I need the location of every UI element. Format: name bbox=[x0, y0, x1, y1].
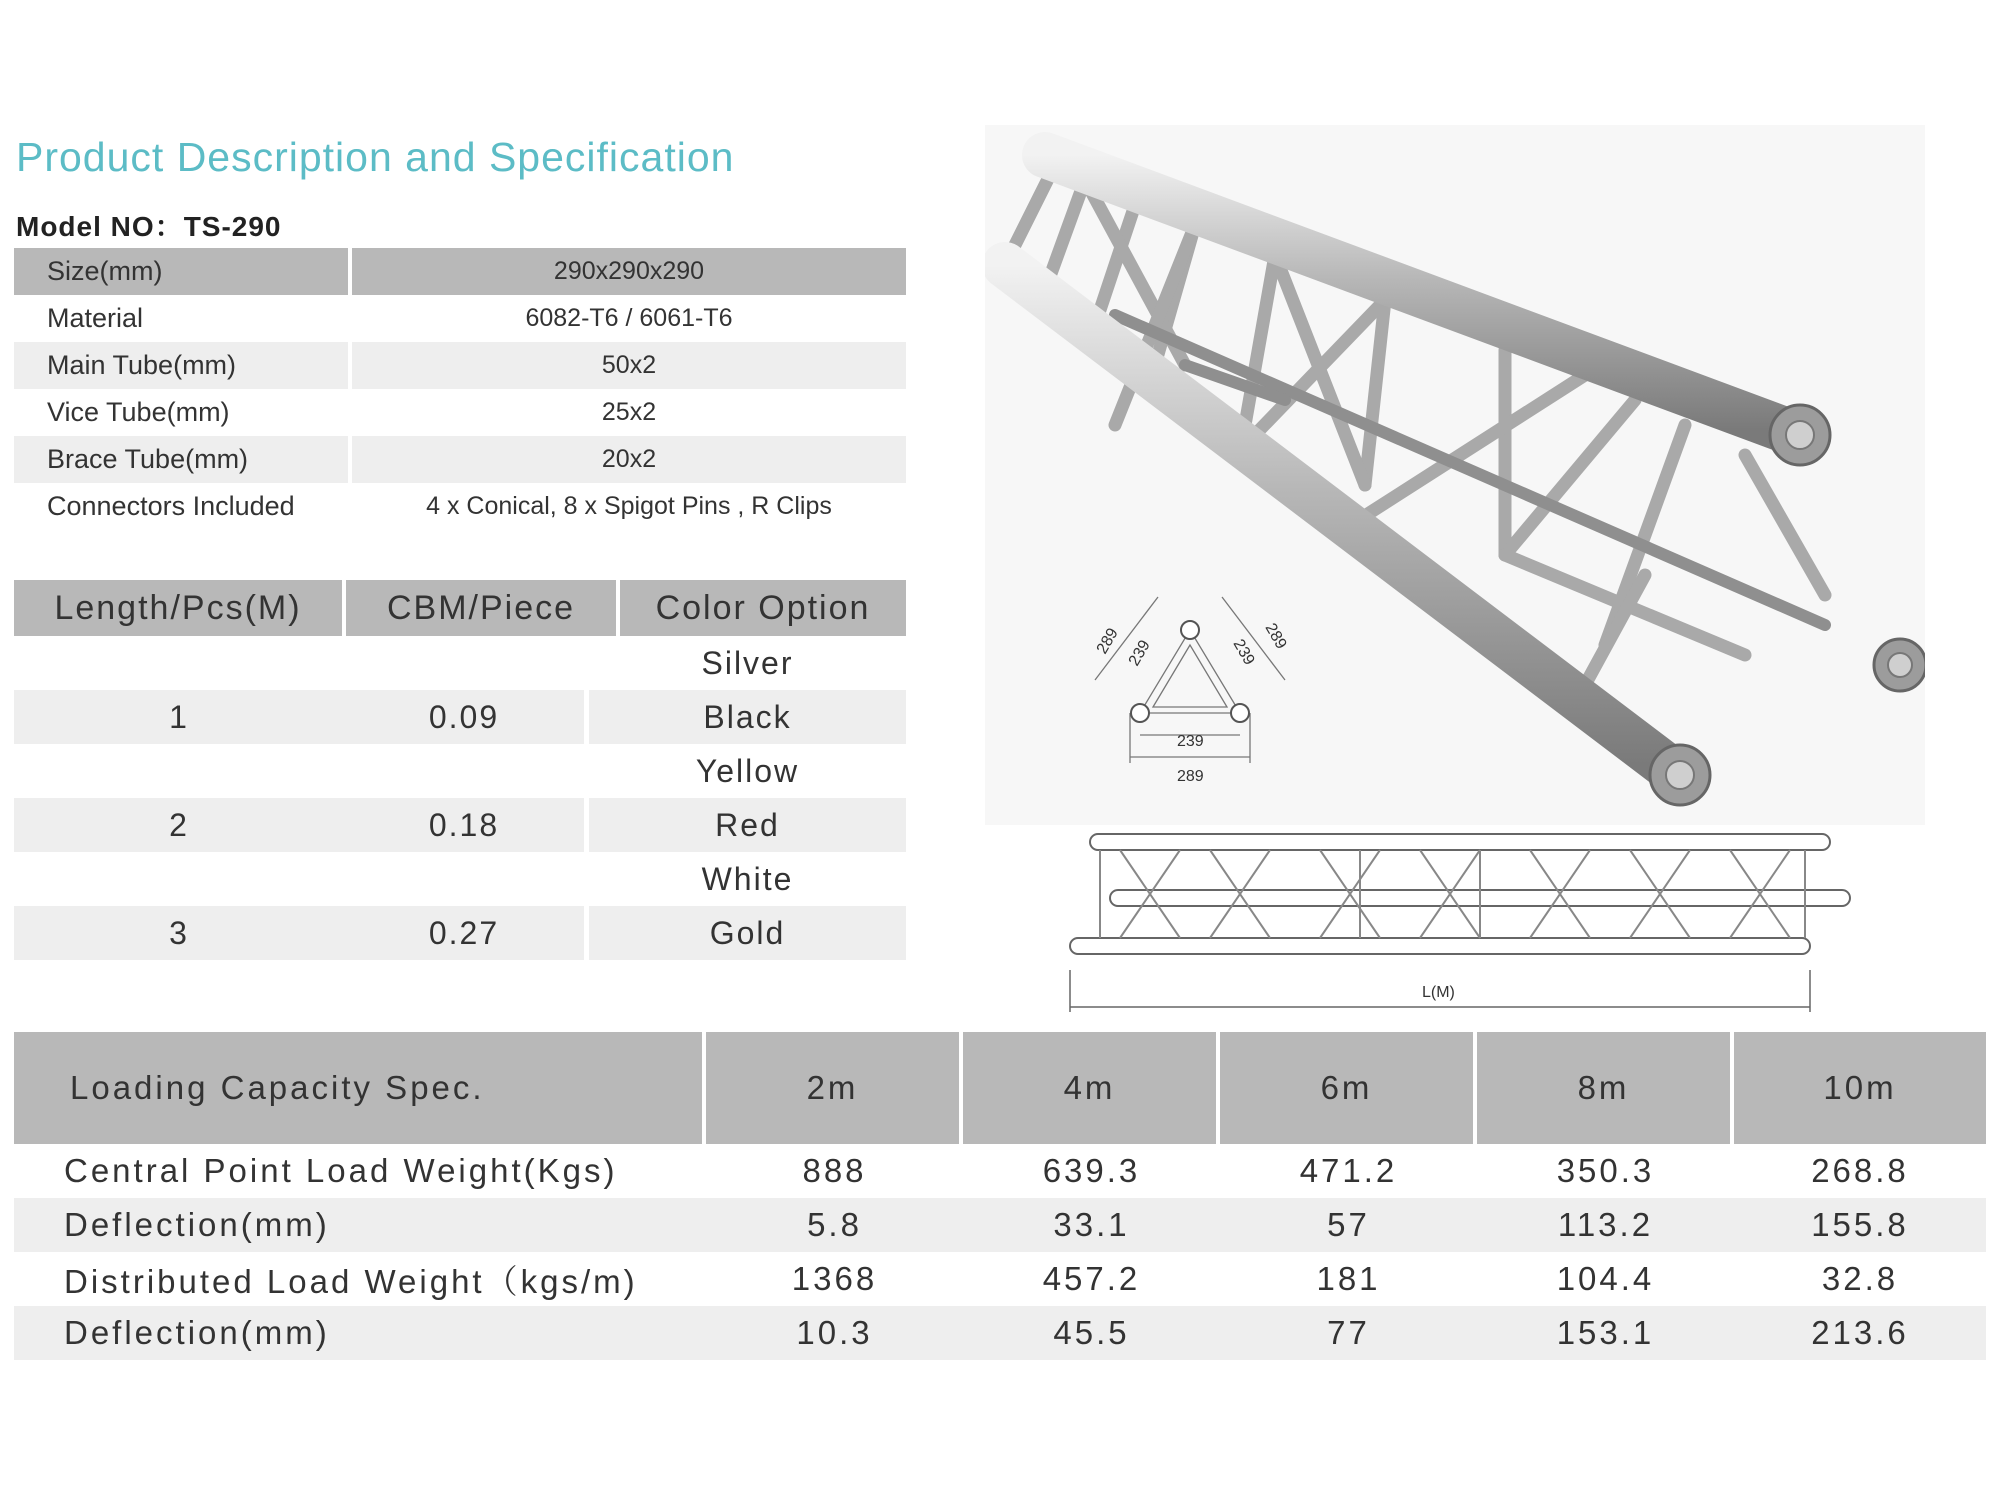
spec-row bbox=[14, 389, 906, 436]
loading-value: 268.8 bbox=[1811, 1152, 1909, 1189]
model-value: TS-290 bbox=[183, 211, 282, 242]
cbm-cell: 0.18 bbox=[344, 798, 584, 852]
loading-value: 181 bbox=[1316, 1260, 1381, 1297]
spec-label: Brace Tube(mm) bbox=[14, 436, 348, 483]
length-cell: 2 bbox=[14, 798, 344, 852]
color-cell: Gold bbox=[589, 906, 906, 960]
length-cell bbox=[14, 852, 344, 906]
cbm-cell bbox=[344, 744, 584, 798]
spec-value: 50x2 bbox=[352, 342, 906, 389]
color-cell: Black bbox=[589, 690, 906, 744]
color-cell: Silver bbox=[701, 644, 794, 681]
span-header: 6m bbox=[1220, 1032, 1473, 1144]
spec-row bbox=[14, 436, 906, 483]
spec-label: Main Tube(mm) bbox=[14, 342, 348, 389]
loading-row bbox=[14, 1198, 1986, 1252]
model-number bbox=[16, 205, 282, 245]
loading-row-label: Deflection(mm) bbox=[14, 1198, 706, 1252]
color-header: Color Option bbox=[620, 580, 906, 636]
loading-row-label: Deflection(mm) bbox=[14, 1306, 706, 1360]
spec-row bbox=[14, 295, 906, 342]
length-row bbox=[14, 690, 906, 744]
loading-value: 45.5 bbox=[963, 1306, 1220, 1360]
spec-table bbox=[14, 248, 906, 530]
spec-label: Connectors Included bbox=[47, 491, 295, 521]
length-color-table bbox=[14, 580, 906, 960]
cbm-cell bbox=[344, 636, 584, 690]
spec-row bbox=[14, 483, 906, 530]
cbm-cell: 0.09 bbox=[344, 690, 584, 744]
spec-value: 290x290x290 bbox=[352, 248, 906, 295]
loading-value: 471.2 bbox=[1299, 1152, 1398, 1189]
length-cell: 1 bbox=[14, 690, 344, 744]
spec-label: Material bbox=[47, 303, 144, 333]
loading-value: 57 bbox=[1220, 1198, 1477, 1252]
length-table-header bbox=[14, 580, 906, 636]
loading-row bbox=[14, 1306, 1986, 1360]
spec-value: 4 x Conical, 8 x Spigot Pins , R Clips bbox=[426, 492, 832, 520]
inner-left-dimension: 239 bbox=[1125, 637, 1154, 669]
cross-section-diagram bbox=[1085, 585, 1315, 805]
loading-value: 104.4 bbox=[1556, 1260, 1655, 1297]
loading-value: 350.3 bbox=[1556, 1152, 1655, 1189]
loading-value: 213.6 bbox=[1734, 1306, 1986, 1360]
loading-value: 888 bbox=[802, 1152, 867, 1189]
color-cell: Yellow bbox=[695, 752, 800, 789]
span-header: 8m bbox=[1477, 1032, 1730, 1144]
loading-row-label: Central Point Load Weight(Kgs) bbox=[64, 1152, 618, 1189]
span-header: 2m bbox=[706, 1032, 959, 1144]
outer-bottom-dimension: 289 bbox=[1177, 768, 1204, 785]
spec-value: 20x2 bbox=[352, 436, 906, 483]
model-separator: ： bbox=[154, 211, 184, 242]
length-row bbox=[14, 852, 906, 906]
loading-capacity-table bbox=[14, 1032, 1986, 1360]
length-cell: 3 bbox=[14, 906, 344, 960]
loading-value: 155.8 bbox=[1734, 1198, 1986, 1252]
loading-row-label: Distributed Load Weight（kgs/m) bbox=[64, 1262, 638, 1300]
cbm-cell bbox=[344, 852, 584, 906]
loading-value: 77 bbox=[1220, 1306, 1477, 1360]
loading-value: 10.3 bbox=[706, 1306, 963, 1360]
spec-value: 25x2 bbox=[601, 398, 657, 426]
loading-value: 5.8 bbox=[706, 1198, 963, 1252]
loading-value: 457.2 bbox=[1042, 1260, 1141, 1297]
spec-value: 6082-T6 / 6061-T6 bbox=[525, 304, 733, 332]
outer-right-dimension: 289 bbox=[1261, 620, 1290, 653]
loading-row bbox=[14, 1252, 1986, 1306]
inner-bottom-dimension: 239 bbox=[1177, 733, 1204, 750]
color-cell: Red bbox=[589, 798, 906, 852]
span-header: 4m bbox=[963, 1032, 1216, 1144]
spec-label: Vice Tube(mm) bbox=[47, 397, 230, 427]
inner-right-dimension: 239 bbox=[1229, 636, 1258, 669]
side-view-diagram bbox=[1060, 820, 1880, 1020]
length-cell bbox=[14, 636, 344, 690]
loading-value: 1368 bbox=[791, 1260, 878, 1297]
loading-value: 639.3 bbox=[1042, 1152, 1141, 1189]
length-row bbox=[14, 744, 906, 798]
loading-value: 113.2 bbox=[1477, 1198, 1734, 1252]
loading-value: 33.1 bbox=[963, 1198, 1220, 1252]
spec-label: Size(mm) bbox=[14, 248, 348, 295]
color-cell: White bbox=[701, 860, 794, 897]
length-cell bbox=[14, 744, 344, 798]
length-dimension: L(M) bbox=[1422, 984, 1455, 1001]
loading-value: 32.8 bbox=[1821, 1260, 1899, 1297]
spec-row bbox=[14, 248, 906, 295]
loading-value: 153.1 bbox=[1477, 1306, 1734, 1360]
model-label: Model NO bbox=[16, 211, 155, 242]
outer-left-dimension: 289 bbox=[1093, 625, 1122, 657]
length-row bbox=[14, 798, 906, 852]
loading-header-label: Loading Capacity Spec. bbox=[14, 1032, 702, 1144]
loading-table-header bbox=[14, 1032, 1986, 1144]
length-row bbox=[14, 636, 906, 690]
length-row bbox=[14, 906, 906, 960]
page-title: Product Description and Specification bbox=[16, 134, 735, 180]
loading-row bbox=[14, 1144, 1986, 1198]
length-header: Length/Pcs(M) bbox=[14, 580, 342, 636]
spec-row bbox=[14, 342, 906, 389]
cbm-header: CBM/Piece bbox=[346, 580, 616, 636]
cbm-cell: 0.27 bbox=[344, 906, 584, 960]
span-header: 10m bbox=[1734, 1032, 1986, 1144]
